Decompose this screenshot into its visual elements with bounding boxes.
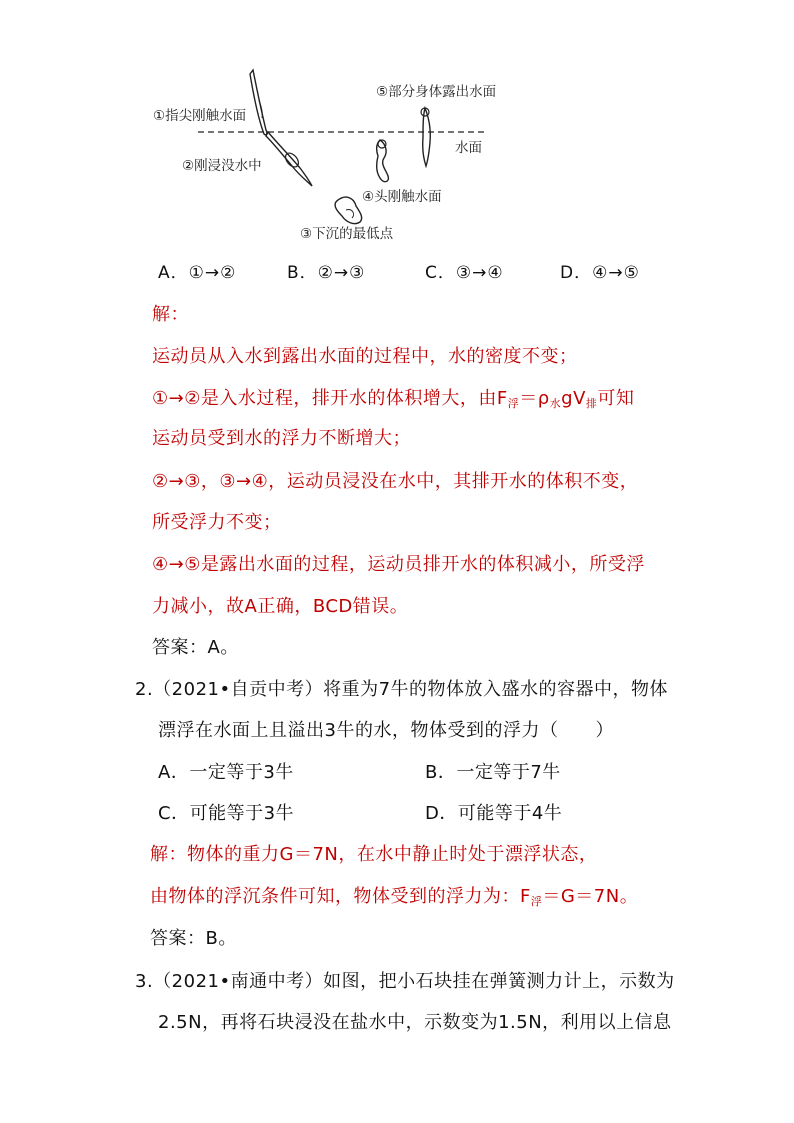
q1-option-c: C．③→④ <box>425 263 504 283</box>
q2-solution-line-2: 由物体的浮沉条件可知，物体受到的浮力为：$F_浮=G=7N$。 <box>150 886 639 908</box>
figure-label-4: ④头刚触水面 <box>362 189 442 205</box>
q1-solution-line-5: 所受浮力不变； <box>152 512 282 533</box>
q3-stem-line-2: 2.5N，再将石块浸没在盐水中，示数变为1.5N，利用以上信息 <box>158 1012 672 1033</box>
figure-label-1: ①指尖刚触水面 <box>153 108 247 124</box>
q2-solution-line-1: 解：物体的重力G＝7N，在水中静止时处于漂浮状态， <box>150 844 598 865</box>
diver-5-outline <box>423 108 431 166</box>
figure-label-3: ③下沉的最低点 <box>300 226 394 242</box>
q2-stem-line-2: 漂浮在水面上且溢出3牛的水，物体受到的浮力（ ） <box>158 720 614 741</box>
diver-1-outline <box>250 70 267 135</box>
q1-option-d: D．④→⑤ <box>560 263 640 283</box>
q1-answer: 答案：A。 <box>152 637 239 658</box>
q3-stem-line-1: 3.（2021•南通中考）如图，把小石块挂在弹簧测力计上，示数为 <box>135 971 675 992</box>
q1-option-b: B．②→③ <box>287 263 366 283</box>
diver-3-outline <box>335 197 362 223</box>
q1-solution-line-6: ④→⑤是露出水面的过程，运动员排开水的体积减小，所受浮 <box>152 554 645 575</box>
q2-answer: 答案：B。 <box>150 928 237 949</box>
q1-solution-line-7: 力减小，故A正确，BCD错误。 <box>152 596 409 617</box>
q1-solution-line-1: 运动员从入水到露出水面的过程中，水的密度不变； <box>152 346 578 367</box>
q1-option-a: A．①→② <box>158 263 237 283</box>
q2-option-b: B．一定等于7牛 <box>425 762 561 783</box>
water-surface-label: 水面 <box>455 140 482 156</box>
figure-label-5: ⑤部分身体露出水面 <box>376 84 497 100</box>
q2-stem-line-1: 2.（2021•自贡中考）将重为7牛的物体放入盛水的容器中，物体 <box>135 679 669 700</box>
diver-2-outline <box>266 132 312 186</box>
q1-solution-line-3: 运动员受到水的浮力不断增大； <box>152 428 411 449</box>
q2-option-d: D．可能等于4牛 <box>425 803 563 824</box>
figure-label-2: ②刚浸没水中 <box>182 158 262 174</box>
q2-option-c: C．可能等于3牛 <box>158 803 295 824</box>
q1-solution-line-4: ②→③，③→④，运动员浸没在水中，其排开水的体积不变， <box>152 471 639 492</box>
q1-solution-line-2: ①→②是入水过程，排开水的体积增大，由$F_浮=\rho_水gV_排$可知 <box>152 388 635 410</box>
q1-solution-label: 解： <box>152 304 189 325</box>
q2-option-a: A．一定等于3牛 <box>158 762 294 783</box>
